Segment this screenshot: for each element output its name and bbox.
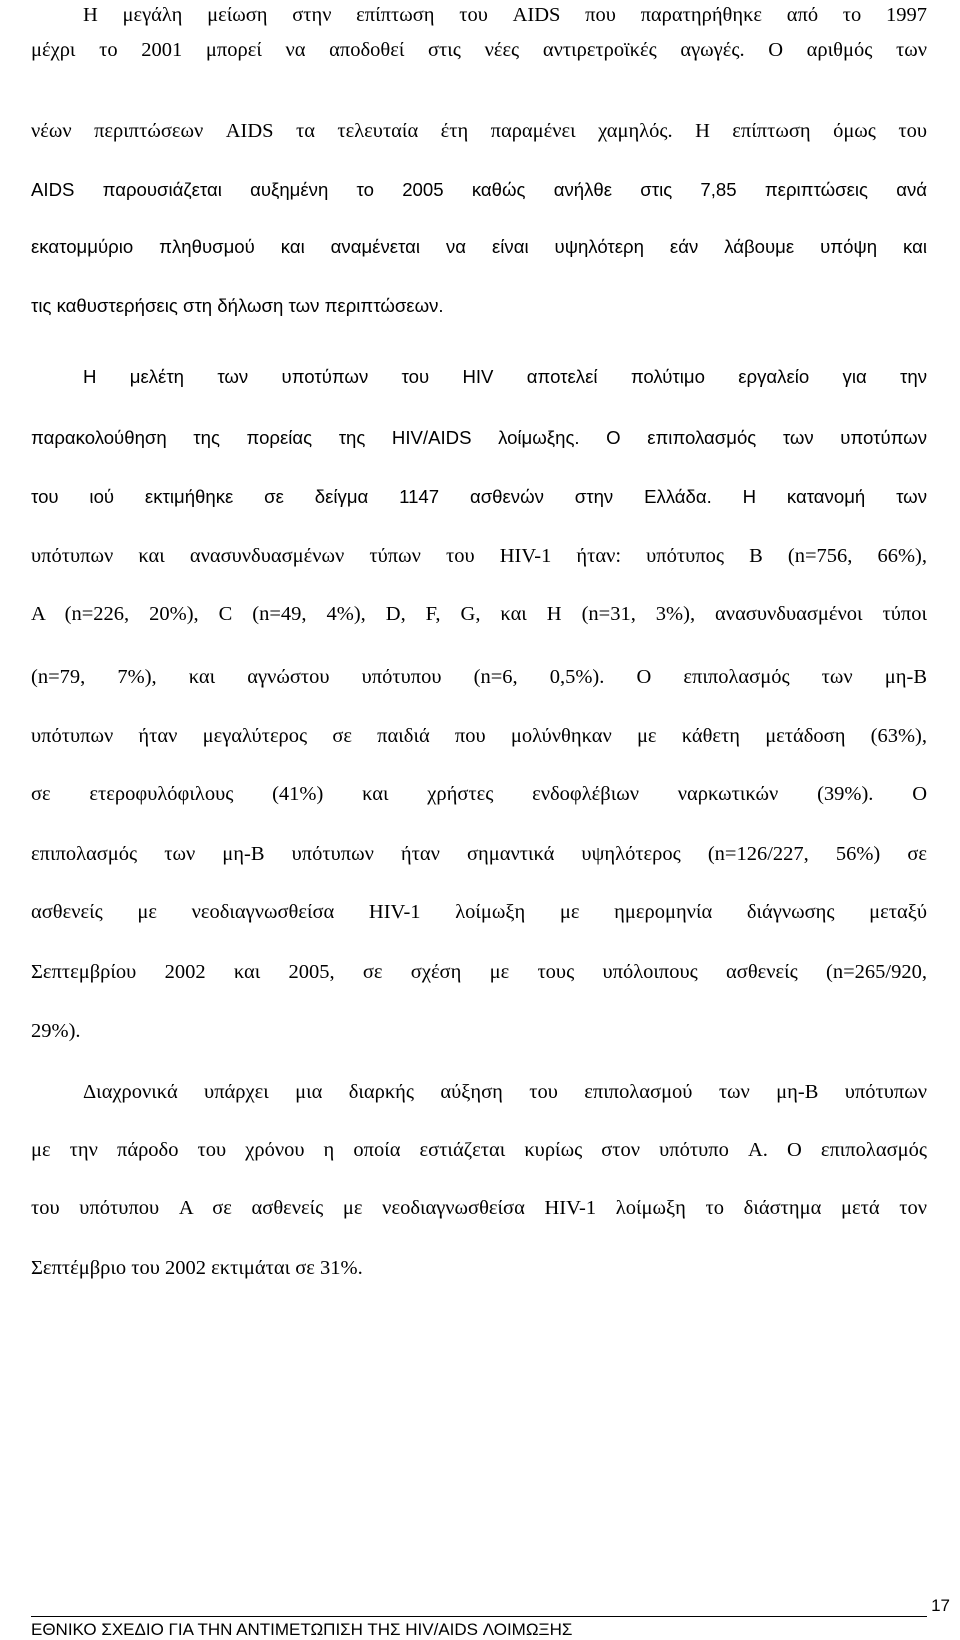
text-line: Η μεγάλη μείωση στην επίπτωση του AIDS που παρατηρήθηκε από το 1997 [83, 4, 927, 26]
text-line: με την πάροδο του χρόνου η οποία εστιάζεται κυρίως στον υπότυπο A. Ο επιπολασμός [31, 1139, 927, 1161]
text-line: του ιού εκτιμήθηκε σε δείγμα 1147 ασθενών στην Ελλάδα. Η κατανομή των [31, 486, 927, 507]
text-line: του υπότυπου A σε ασθενείς με νεοδιαγνωσθείσα HIV-1 λοίμωξη το διάστημα μετά τον [31, 1197, 927, 1219]
text-line: Διαχρονικά υπάρχει μια διαρκής αύξηση του επιπολασμού των μη-B υπότυπων [83, 1081, 927, 1103]
text-line: υπότυπων ήταν μεγαλύτερος σε παιδιά που μολύνθηκαν με κάθετη μετάδοση (63%), [31, 725, 927, 747]
text-line: AIDS παρουσιάζεται αυξημένη το 2005 καθώς ανήλθε στις 7,85 περιπτώσεις ανά [31, 179, 927, 200]
text-line: A (n=226, 20%), C (n=49, 4%), D, F, G, και H (n=31, 3%), ανασυνδυασμένοι τύποι [31, 603, 927, 625]
text-line: Σεπτεμβρίου 2002 και 2005, σε σχέση με τους υπόλοιπους ασθενείς (n=265/920, [31, 961, 927, 983]
text-line: εκατομμύριο πληθυσμού και αναμένεται να είναι υψηλότερη εάν λάβουμε υπόψη και [31, 236, 927, 257]
page-number: 17 [931, 1596, 950, 1615]
text-line: επιπολασμός των μη-B υπότυπων ήταν σημαντικά υψηλότερος (n=126/227, 56%) σε [31, 843, 927, 865]
text-line: νέων περιπτώσεων AIDS τα τελευταία έτη παραμένει χαμηλός. Η επίπτωση όμως του [31, 120, 927, 142]
text-line: σε ετεροφυλόφιλους (41%) και χρήστες ενδοφλέβιων ναρκωτικών (39%). Ο [31, 783, 927, 805]
text-line: υπότυπων και ανασυνδυασμένων τύπων του HIV-1 ήταν: υπότυπος B (n=756, 66%), [31, 545, 927, 567]
text-line: Σεπτέμβριο του 2002 εκτιμάται σε 31%. [31, 1257, 363, 1279]
text-line: Η μελέτη των υποτύπων του HIV αποτελεί πολύτιμο εργαλείο για την [83, 366, 927, 387]
text-line: μέχρι το 2001 μπορεί να αποδοθεί στις νέες αντιρετροϊκές αγωγές. Ο αριθμός των [31, 39, 927, 61]
text-line: ασθενείς με νεοδιαγνωσθείσα HIV-1 λοίμωξη με ημερομηνία διάγνωσης μεταξύ [31, 901, 927, 923]
footer-title: ΕΘΝΙΚΟ ΣΧΕΔΙΟ ΓΙΑ ΤΗΝ ΑΝΤΙΜΕΤΩΠΙΣΗ ΤΗΣ HIV/AIDS ΛΟΙΜΩΞΗΣ [31, 1620, 573, 1639]
text-line: παρακολούθηση της πορείας της HIV/AIDS λοίμωξης. Ο επιπολασμός των υποτύπων [31, 427, 927, 448]
text-line: 29%). [31, 1020, 81, 1042]
text-line: τις καθυστερήσεις στη δήλωση των περιπτώσεων. [31, 295, 444, 316]
footer-divider [31, 1616, 927, 1617]
text-line: (n=79, 7%), και αγνώστου υπότυπου (n=6, 0,5%). Ο επιπολασμός των μη-B [31, 666, 927, 688]
